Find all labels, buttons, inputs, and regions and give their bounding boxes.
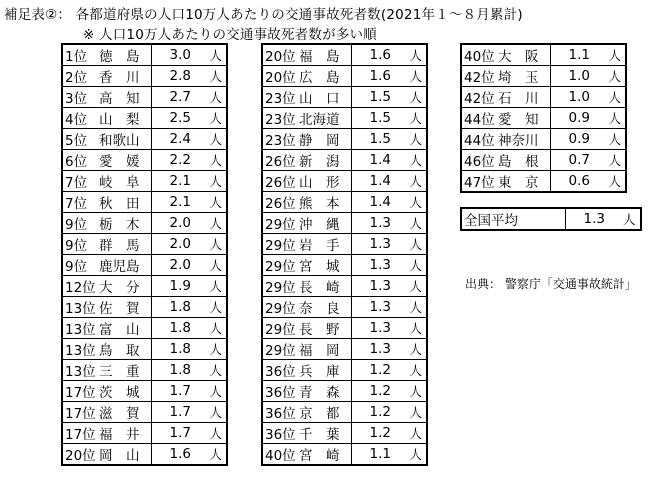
- prefecture-cell: 福 岡: [299, 339, 351, 360]
- value-cell: 0.9: [550, 108, 608, 129]
- prefecture-cell: 千 葉: [299, 423, 351, 444]
- unit-cell: 人: [409, 129, 427, 150]
- value-cell: 0.9: [550, 129, 608, 150]
- table-row: [262, 255, 427, 276]
- table-row: [62, 171, 227, 192]
- rank-cell: 20位: [262, 66, 299, 87]
- unit-cell: 人: [209, 255, 227, 276]
- unit-cell: 人: [608, 108, 626, 129]
- table-row: [461, 87, 626, 108]
- rank-cell: 5位: [62, 129, 99, 150]
- value-cell: 1.0: [550, 87, 608, 108]
- unit-cell: 人: [409, 360, 427, 381]
- rank-cell: 23位: [262, 108, 299, 129]
- table-row: [62, 192, 227, 213]
- prefecture-cell: 神奈川: [498, 129, 550, 150]
- prefecture-cell: 群 馬: [99, 234, 151, 255]
- prefecture-cell: 和歌山: [99, 129, 151, 150]
- unit-cell: 人: [209, 87, 227, 108]
- unit-cell: 人: [409, 234, 427, 255]
- rank-cell: 7位: [62, 171, 99, 192]
- rank-cell: 3位: [62, 87, 99, 108]
- value-cell: 2.1: [151, 192, 209, 213]
- prefecture-cell: 茨 城: [99, 381, 151, 402]
- unit-cell: 人: [209, 276, 227, 297]
- value-cell: 2.0: [151, 234, 209, 255]
- table-row: [461, 66, 626, 87]
- table-row: [62, 129, 227, 150]
- rank-cell: 7位: [62, 192, 99, 213]
- unit-cell: 人: [209, 318, 227, 339]
- table-row: [461, 108, 626, 129]
- value-cell: 1.1: [351, 444, 409, 466]
- prefecture-cell: 長 崎: [299, 276, 351, 297]
- prefecture-cell: 熊 本: [299, 192, 351, 213]
- national-average-table: [460, 207, 642, 231]
- value-cell: 1.7: [151, 381, 209, 402]
- unit-cell: 人: [409, 444, 427, 466]
- unit-cell: 人: [209, 213, 227, 234]
- table-row: [461, 44, 626, 66]
- value-cell: 2.0: [151, 255, 209, 276]
- table-row: [62, 360, 227, 381]
- rank-cell: 29位: [262, 255, 299, 276]
- prefecture-cell: 鳥 取: [99, 339, 151, 360]
- prefecture-cell: 東 京: [498, 171, 550, 193]
- table-row: [62, 150, 227, 171]
- prefecture-cell: 静 岡: [299, 129, 351, 150]
- prefecture-cell: 鹿児島: [99, 255, 151, 276]
- table-row: [62, 318, 227, 339]
- table-row: [461, 129, 626, 150]
- table-row: [262, 423, 427, 444]
- value-cell: 1.5: [351, 87, 409, 108]
- rank-cell: 26位: [262, 150, 299, 171]
- table-row: [461, 171, 626, 193]
- value-cell: 1.5: [351, 129, 409, 150]
- value-cell: 2.1: [151, 171, 209, 192]
- rank-cell: 17位: [62, 423, 99, 444]
- value-cell: 1.2: [351, 360, 409, 381]
- ranking-table-3: [460, 43, 627, 193]
- value-cell: 1.3: [351, 234, 409, 255]
- page-subtitle: ※ 人口10万人あたりの交通事故死者数が多い順: [83, 27, 377, 43]
- prefecture-cell: 大 阪: [498, 44, 550, 66]
- table-row: [62, 339, 227, 360]
- rank-cell: 9位: [62, 255, 99, 276]
- value-cell: 1.3: [351, 213, 409, 234]
- prefecture-cell: 福 井: [99, 423, 151, 444]
- table-row: [262, 129, 427, 150]
- value-cell: 1.6: [351, 44, 409, 66]
- rank-cell: 46位: [461, 150, 498, 171]
- rank-cell: 6位: [62, 150, 99, 171]
- national-average-row: [461, 208, 641, 230]
- prefecture-cell: 北海道: [299, 108, 351, 129]
- prefecture-cell: 石 川: [498, 87, 550, 108]
- unit-cell: 人: [608, 66, 626, 87]
- prefecture-cell: 宮 崎: [299, 444, 351, 466]
- rank-cell: 29位: [262, 213, 299, 234]
- unit-cell: 人: [209, 402, 227, 423]
- table-row: [62, 87, 227, 108]
- unit-cell: 人: [409, 192, 427, 213]
- table-row: [62, 444, 227, 466]
- table-row: [62, 66, 227, 87]
- prefecture-cell: 山 梨: [99, 108, 151, 129]
- prefecture-cell: 島 根: [498, 150, 550, 171]
- prefecture-cell: 高 知: [99, 87, 151, 108]
- rank-cell: 40位: [461, 44, 498, 66]
- unit-cell: 人: [608, 44, 626, 66]
- unit-cell: 人: [209, 360, 227, 381]
- ranking-table-1: [61, 43, 228, 466]
- table-row: [62, 255, 227, 276]
- table-row: [62, 297, 227, 318]
- unit-cell: 人: [209, 108, 227, 129]
- unit-cell: 人: [409, 276, 427, 297]
- value-cell: 1.3: [351, 276, 409, 297]
- unit-cell: 人: [209, 150, 227, 171]
- table-row: [262, 171, 427, 192]
- value-cell: 1.6: [351, 66, 409, 87]
- value-cell: 1.9: [151, 276, 209, 297]
- prefecture-cell: 佐 賀: [99, 297, 151, 318]
- rank-cell: 17位: [62, 381, 99, 402]
- prefecture-cell: 兵 庫: [299, 360, 351, 381]
- prefecture-cell: 秋 田: [99, 192, 151, 213]
- table-row: [262, 339, 427, 360]
- value-cell: 1.7: [151, 423, 209, 444]
- rank-cell: 13位: [62, 318, 99, 339]
- rank-cell: 13位: [62, 297, 99, 318]
- rank-cell: 26位: [262, 171, 299, 192]
- value-cell: 2.0: [151, 213, 209, 234]
- unit-cell: 人: [409, 423, 427, 444]
- unit-cell: 人: [209, 44, 227, 66]
- rank-cell: 23位: [262, 87, 299, 108]
- rank-cell: 13位: [62, 339, 99, 360]
- table-row: [62, 402, 227, 423]
- rank-cell: 9位: [62, 213, 99, 234]
- value-cell: 1.3: [351, 255, 409, 276]
- table-row: [62, 276, 227, 297]
- table-row: [62, 108, 227, 129]
- prefecture-cell: 栃 木: [99, 213, 151, 234]
- unit-cell: 人: [409, 44, 427, 66]
- prefecture-cell: 宮 城: [299, 255, 351, 276]
- prefecture-cell: 福 島: [299, 44, 351, 66]
- unit-cell: 人: [209, 129, 227, 150]
- rank-cell: 42位: [461, 87, 498, 108]
- prefecture-cell: 富 山: [99, 318, 151, 339]
- prefecture-cell: 長 野: [299, 318, 351, 339]
- prefecture-cell: 愛 知: [498, 108, 550, 129]
- value-cell: 2.4: [151, 129, 209, 150]
- rank-cell: 42位: [461, 66, 498, 87]
- table-row: [461, 150, 626, 171]
- rank-cell: 29位: [262, 234, 299, 255]
- table-row: [262, 402, 427, 423]
- unit-cell: 人: [608, 171, 626, 193]
- value-cell: 1.1: [550, 44, 608, 66]
- unit-cell: 人: [209, 444, 227, 466]
- rank-cell: 29位: [262, 297, 299, 318]
- rank-cell: 29位: [262, 339, 299, 360]
- value-cell: 1.2: [351, 423, 409, 444]
- table-row: [262, 297, 427, 318]
- rank-cell: 36位: [262, 360, 299, 381]
- unit-cell: 人: [409, 66, 427, 87]
- prefecture-cell: 滋 賀: [99, 402, 151, 423]
- unit-cell: 人: [409, 213, 427, 234]
- table-row: [262, 66, 427, 87]
- value-cell: 1.3: [351, 339, 409, 360]
- table-row: [262, 44, 427, 66]
- value-cell: 1.4: [351, 192, 409, 213]
- table-row: [62, 44, 227, 66]
- table-row: [62, 213, 227, 234]
- rank-cell: 17位: [62, 402, 99, 423]
- rank-cell: 2位: [62, 66, 99, 87]
- unit-cell: 人: [608, 150, 626, 171]
- prefecture-cell: 埼 玉: [498, 66, 550, 87]
- table-row: [262, 234, 427, 255]
- value-cell: 0.6: [550, 171, 608, 193]
- unit-cell: 人: [209, 234, 227, 255]
- prefecture-cell: 香 川: [99, 66, 151, 87]
- value-cell: 1.8: [151, 339, 209, 360]
- rank-cell: 26位: [262, 192, 299, 213]
- value-cell: 1.6: [151, 444, 209, 466]
- value-cell: 2.5: [151, 108, 209, 129]
- table-row: [262, 87, 427, 108]
- table-row: [62, 234, 227, 255]
- table-row: [262, 192, 427, 213]
- unit-cell: 人: [209, 192, 227, 213]
- rank-cell: 29位: [262, 276, 299, 297]
- value-cell: 2.2: [151, 150, 209, 171]
- table-row: [262, 381, 427, 402]
- prefecture-cell: 岐 阜: [99, 171, 151, 192]
- table-row: [262, 213, 427, 234]
- rank-cell: 36位: [262, 381, 299, 402]
- unit-cell: 人: [409, 108, 427, 129]
- page-title: 補足表②： 各都道府県の人口10万人あたりの交通事故死者数(2021年１～８月累計): [4, 7, 523, 23]
- rank-cell: 36位: [262, 402, 299, 423]
- rank-cell: 36位: [262, 423, 299, 444]
- unit-cell: 人: [209, 339, 227, 360]
- table-row: [62, 423, 227, 444]
- prefecture-cell: 青 森: [299, 381, 351, 402]
- value-cell: 2.7: [151, 87, 209, 108]
- rank-cell: 20位: [62, 444, 99, 466]
- unit-cell: 人: [409, 255, 427, 276]
- prefecture-cell: 徳 島: [99, 44, 151, 66]
- table-row: [262, 360, 427, 381]
- table-row: [262, 150, 427, 171]
- table-row: [262, 444, 427, 466]
- value-cell: 1.4: [351, 171, 409, 192]
- unit-cell: 人: [409, 318, 427, 339]
- prefecture-cell: 岡 山: [99, 444, 151, 466]
- value-cell: 1.7: [151, 402, 209, 423]
- unit-cell: 人: [409, 381, 427, 402]
- source-note: 出典： 警察庁「交通事故統計」: [465, 277, 637, 291]
- rank-cell: 40位: [262, 444, 299, 466]
- unit-cell: 人: [209, 66, 227, 87]
- rank-cell: 12位: [62, 276, 99, 297]
- unit-cell: 人: [209, 171, 227, 192]
- prefecture-cell: 山 形: [299, 171, 351, 192]
- rank-cell: 44位: [461, 129, 498, 150]
- unit-cell: 人: [209, 423, 227, 444]
- ranking-table-2: [261, 43, 428, 466]
- prefecture-cell: 奈 良: [299, 297, 351, 318]
- unit-label: 人: [623, 208, 641, 230]
- unit-cell: 人: [409, 150, 427, 171]
- unit-cell: 人: [209, 381, 227, 402]
- rank-cell: 9位: [62, 234, 99, 255]
- value-cell: 1.8: [151, 318, 209, 339]
- unit-cell: 人: [409, 171, 427, 192]
- rank-cell: 29位: [262, 318, 299, 339]
- value-cell: 1.5: [351, 108, 409, 129]
- unit-cell: 人: [608, 129, 626, 150]
- unit-cell: 人: [209, 297, 227, 318]
- value-cell: 3.0: [151, 44, 209, 66]
- prefecture-cell: 大 分: [99, 276, 151, 297]
- rank-cell: 13位: [62, 360, 99, 381]
- prefecture-cell: 京 都: [299, 402, 351, 423]
- prefecture-cell: 三 重: [99, 360, 151, 381]
- value-cell: 2.8: [151, 66, 209, 87]
- table-row: [262, 108, 427, 129]
- value-cell: 0.7: [550, 150, 608, 171]
- table-row: [262, 318, 427, 339]
- prefecture-cell: 岩 手: [299, 234, 351, 255]
- value-cell: 1.2: [351, 402, 409, 423]
- unit-cell: 人: [409, 87, 427, 108]
- value-cell: 1.3: [351, 297, 409, 318]
- prefecture-cell: 沖 縄: [299, 213, 351, 234]
- value-cell: 1.4: [351, 150, 409, 171]
- rank-cell: 44位: [461, 108, 498, 129]
- national-average-label: 全国平均: [461, 208, 565, 230]
- rank-cell: 23位: [262, 129, 299, 150]
- rank-cell: 20位: [262, 44, 299, 66]
- unit-cell: 人: [409, 339, 427, 360]
- table-row: [62, 381, 227, 402]
- prefecture-cell: 愛 媛: [99, 150, 151, 171]
- rank-cell: 47位: [461, 171, 498, 193]
- value-cell: 1.8: [151, 360, 209, 381]
- value-cell: 1.0: [550, 66, 608, 87]
- value-cell: 1.2: [351, 381, 409, 402]
- value-cell: 1.3: [351, 318, 409, 339]
- rank-cell: 1位: [62, 44, 99, 66]
- prefecture-cell: 山 口: [299, 87, 351, 108]
- prefecture-cell: 広 島: [299, 66, 351, 87]
- national-average-value: 1.3: [565, 208, 623, 230]
- prefecture-cell: 新 潟: [299, 150, 351, 171]
- value-cell: 1.8: [151, 297, 209, 318]
- unit-cell: 人: [409, 402, 427, 423]
- rank-cell: 4位: [62, 108, 99, 129]
- table-row: [262, 276, 427, 297]
- unit-cell: 人: [608, 87, 626, 108]
- unit-cell: 人: [409, 297, 427, 318]
